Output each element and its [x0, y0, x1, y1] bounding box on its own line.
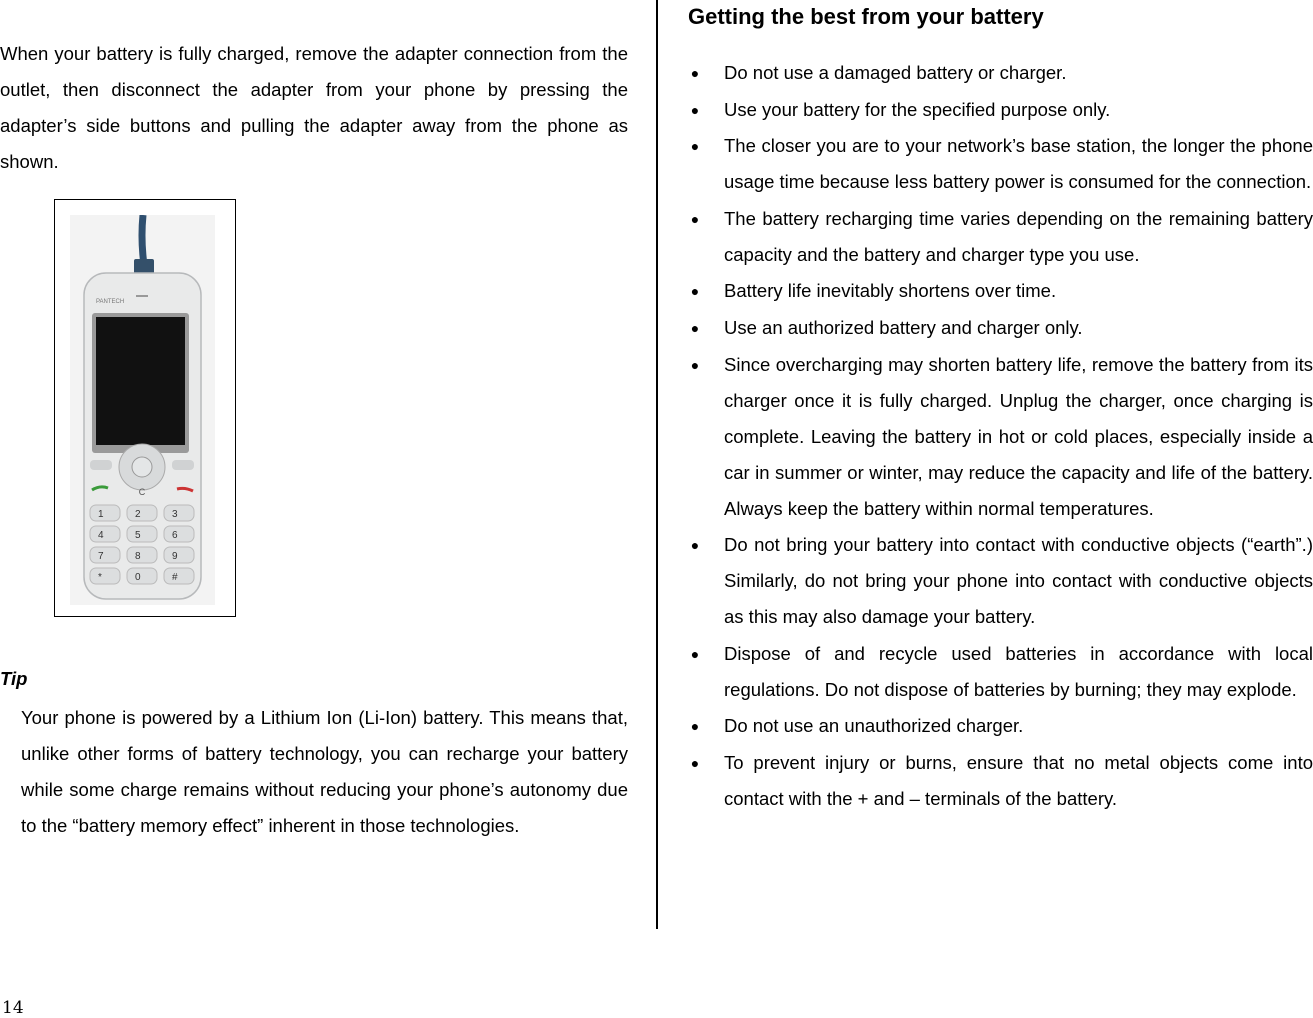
- phone-screen: [96, 317, 185, 445]
- phone-photo: [70, 215, 215, 605]
- charger-cable: [142, 215, 144, 265]
- bullet-icon: ●: [690, 754, 700, 771]
- tip-body: Your phone is powered by a Lithium Ion (Li-Ion) battery. This means that, unlike other forms of battery technology, you can recharge your battery while some charge remains without reducing your phone’s autonomy due to the “battery memory effect” inherent in those technologies.: [21, 707, 628, 836]
- phone-photo-frame: [54, 199, 236, 617]
- list-item: ● Do not use an unauthorized charger.: [688, 708, 1313, 744]
- bullet-icon: ●: [690, 537, 700, 554]
- key-label: 5: [135, 530, 141, 541]
- list-item: ● Dispose of and recycle used batteries in accordance with local regulations. Do not dispose of batteries by burning; they may explode.: [688, 636, 1313, 708]
- list-item: ● Use an authorized battery and charger only.: [688, 310, 1313, 346]
- key-label: 9: [172, 551, 178, 562]
- key-label: 6: [172, 530, 178, 541]
- clear-key: C: [138, 487, 146, 497]
- key-label: 1: [98, 509, 104, 520]
- key-label: 8: [135, 551, 141, 562]
- bullet-icon: ●: [690, 319, 700, 336]
- bullet-icon: ●: [690, 645, 700, 662]
- column-divider: [656, 0, 658, 929]
- bullet-icon: ●: [690, 356, 700, 373]
- list-item: ● Battery life inevitably shortens over time.: [688, 273, 1313, 309]
- key-label: 3: [172, 509, 178, 520]
- list-item: ● Use your battery for the specified purpose only.: [688, 92, 1313, 128]
- tip-heading: Tip: [0, 668, 28, 689]
- list-item: ● To prevent injury or burns, ensure that no metal objects come into contact with the + and – terminals of the battery.: [688, 745, 1313, 817]
- battery-tips-list: [688, 55, 1313, 818]
- list-item: ● Do not bring your battery into contact with conductive objects (“earth”.) Similarly, do not bring your phone into contact with conductive objects as this may also damage your battery.: [688, 527, 1313, 635]
- section-title: Getting the best from your battery: [688, 4, 1044, 29]
- key-label: #: [172, 572, 178, 583]
- page-number: 14: [2, 998, 24, 1018]
- bullet-icon: ●: [690, 283, 700, 300]
- intro-paragraph: When your battery is fully charged, remove the adapter connection from the outlet, then disconnect the adapter from your phone by pressing the adapter’s side buttons and pulling the adapter away from the phone as shown.: [0, 43, 628, 172]
- bullet-icon: ●: [690, 65, 700, 81]
- bullet-icon: ●: [690, 101, 700, 118]
- bullet-icon: ●: [690, 210, 700, 227]
- key-label: 2: [135, 509, 141, 520]
- key-label: 4: [98, 530, 104, 541]
- key-label: *: [98, 572, 102, 583]
- key-label: 7: [98, 551, 104, 562]
- brand-logo: PANTECH: [96, 299, 125, 305]
- bullet-icon: ●: [690, 718, 700, 735]
- list-item: ● Since overcharging may shorten battery life, remove the battery from its charger once it is fully charged. Unplug the charger, once charging is complete. Leaving the battery in hot or cold places, especially inside a car in summer or winter, may reduce the capacity and life of the battery. Always keep the battery within normal temperatures.: [688, 347, 1313, 527]
- key-label: 0: [135, 572, 141, 583]
- list-item: ● Do not use a damaged battery or charger.: [688, 55, 1313, 91]
- bullet-icon: ●: [690, 138, 700, 155]
- list-item: ● The battery recharging time varies depending on the remaining battery capacity and the battery and charger type you use.: [688, 201, 1313, 273]
- list-item: ● The closer you are to your network’s base station, the longer the phone usage time because less battery power is consumed for the connection.: [688, 128, 1313, 200]
